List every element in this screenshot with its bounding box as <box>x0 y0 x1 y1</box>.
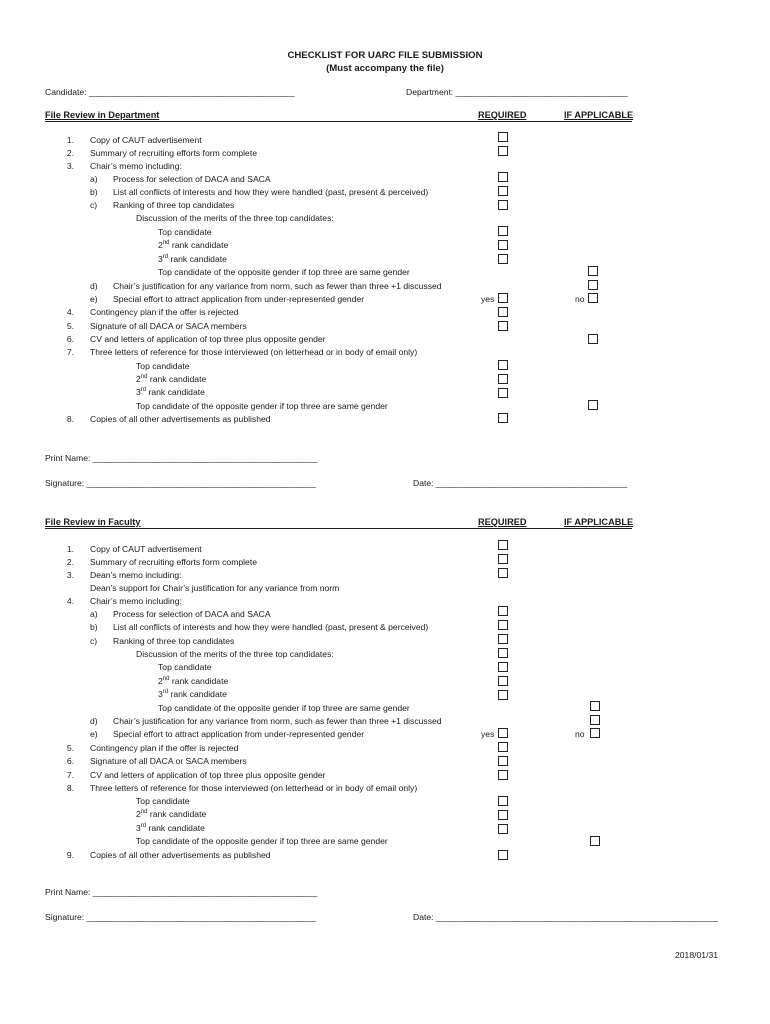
faculty-sub-letter: e) <box>90 729 98 739</box>
faculty-letter-third: 3rd rank candidate <box>136 823 205 833</box>
faculty-print-name-field[interactable]: Print Name: _______________________________________________ <box>45 887 318 897</box>
faculty-item-number: 9. <box>66 850 74 860</box>
dept-item-number: 3. <box>66 161 74 171</box>
dept-yes-label: yes <box>481 294 495 304</box>
faculty-required-checkbox[interactable] <box>498 662 508 672</box>
faculty-heading-rule <box>45 528 632 529</box>
faculty-second-rank: 2nd rank candidate <box>158 676 229 686</box>
dept-date-field[interactable]: Date: ________________________________________ <box>413 478 628 488</box>
dept-third-rank: 3rd rank candidate <box>158 254 227 264</box>
dept-sub-letter: b) <box>90 187 98 197</box>
dept-required-checkbox[interactable] <box>498 321 508 331</box>
dept-if-applicable-checkbox[interactable] <box>588 280 598 290</box>
dept-required-checkbox[interactable] <box>498 374 508 384</box>
dept-item-text: Contingency plan if the offer is rejected <box>90 307 239 317</box>
dept-item-text: Three letters of reference for those interviewed (on letterhead or in body of email only) <box>90 347 418 357</box>
faculty-third-rank: 3rd rank candidate <box>158 689 227 699</box>
faculty-item-number: 7. <box>66 770 74 780</box>
faculty-item-text: Signature of all DACA or SACA members <box>90 756 247 766</box>
dept-required-checkbox[interactable] <box>498 307 508 317</box>
faculty-item-text: Three letters of reference for those interviewed (on letterhead or in body of email only) <box>90 783 418 793</box>
faculty-item-text: Summary of recruiting efforts form complete <box>90 557 257 567</box>
department-field[interactable]: Department: ____________________________________ <box>406 87 628 97</box>
dept-second-rank: 2nd rank candidate <box>158 240 229 250</box>
faculty-required-checkbox[interactable] <box>498 554 508 564</box>
dept-heading-rule <box>45 121 632 122</box>
faculty-sub-letter: b) <box>90 622 98 632</box>
dept-required-checkbox[interactable] <box>498 226 508 236</box>
dept-required-checkbox[interactable] <box>498 413 508 423</box>
faculty-item-text: Chair’s memo including: <box>90 596 182 606</box>
dept-sub-text: Process for selection of DACA and SACA <box>113 174 271 184</box>
footer-date: 2018/01/31 <box>675 950 719 960</box>
faculty-no-label: no <box>575 729 585 739</box>
dept-top-candidate: Top candidate <box>158 227 212 237</box>
faculty-item-text: Copy of CAUT advertisement <box>90 544 202 554</box>
dept-letter-opposite: Top candidate of the opposite gender if top three are same gender <box>136 401 388 411</box>
dept-required-checkbox[interactable] <box>498 146 508 156</box>
dept-print-name-field[interactable]: Print Name: _______________________________________________ <box>45 453 318 463</box>
dept-required-checkbox[interactable] <box>498 360 508 370</box>
faculty-if-applicable-checkbox[interactable] <box>590 701 600 711</box>
faculty-required-checkbox[interactable] <box>498 810 508 820</box>
dept-sub-text: List all conflicts of interests and how they were handled (past, present & perceived) <box>113 187 429 197</box>
dept-sub-text: Special effort to attract application from under-represented gender <box>113 294 365 304</box>
dept-sub-letter: a) <box>90 174 98 184</box>
faculty-letter-opposite: Top candidate of the opposite gender if top three are same gender <box>136 836 388 846</box>
dept-item-number: 1. <box>66 135 74 145</box>
faculty-sub-letter: d) <box>90 716 98 726</box>
dept-if-applicable-checkbox[interactable] <box>588 400 598 410</box>
dept-no-label: no <box>575 294 585 304</box>
dept-yes-checkbox[interactable] <box>498 293 508 303</box>
faculty-sub-text: List all conflicts of interests and how they were handled (past, present & perceived) <box>113 622 429 632</box>
dept-signature-field[interactable]: Signature: ________________________________________________ <box>45 478 316 488</box>
dept-item-text: Copies of all other advertisements as published <box>90 414 271 424</box>
faculty-required-checkbox[interactable] <box>498 770 508 780</box>
dept-required-checkbox[interactable] <box>498 254 508 264</box>
faculty-required-checkbox[interactable] <box>498 540 508 550</box>
dept-sub-text: Ranking of three top candidates <box>113 200 235 210</box>
dept-no-checkbox[interactable] <box>588 293 598 303</box>
candidate-field[interactable]: Candidate: ___________________________________________ <box>45 87 295 97</box>
faculty-item-text: Dean’s memo including: <box>90 570 182 580</box>
dept-item-number: 2. <box>66 148 74 158</box>
faculty-top-candidate: Top candidate <box>158 662 212 672</box>
faculty-sub-letter: c) <box>90 636 98 646</box>
faculty-sub-text: Process for selection of DACA and SACA <box>113 609 271 619</box>
faculty-required-checkbox[interactable] <box>498 796 508 806</box>
faculty-required-checkbox[interactable] <box>498 850 508 860</box>
faculty-letter-second: 2nd rank candidate <box>136 809 207 819</box>
dept-letter-second: 2nd rank candidate <box>136 374 207 384</box>
faculty-yes-label: yes <box>481 729 495 739</box>
faculty-sub-text: Chair’s justification for any variance from norm, such as fewer than three +1 discussed <box>113 716 442 726</box>
dept-section-heading: File Review in Department <box>45 110 160 120</box>
dept-item-number: 8. <box>66 414 74 424</box>
dept-sub-letter: d) <box>90 281 98 291</box>
dept-sub-letter: e) <box>90 294 98 304</box>
faculty-sub-text: Ranking of three top candidates <box>113 636 235 646</box>
faculty-required-checkbox[interactable] <box>498 690 508 700</box>
faculty-item-number: 8. <box>66 783 74 793</box>
dept-required-checkbox[interactable] <box>498 200 508 210</box>
faculty-item-number: 1. <box>66 544 74 554</box>
dept-required-checkbox[interactable] <box>498 172 508 182</box>
dept-item-number: 7. <box>66 347 74 357</box>
faculty-yes-checkbox[interactable] <box>498 728 508 738</box>
dept-sub-text: Chair’s justification for any variance from norm, such as fewer than three +1 discussed <box>113 281 442 291</box>
faculty-if-applicable-header: IF APPLICABLE <box>564 517 634 527</box>
faculty-item-text: Copies of all other advertisements as published <box>90 850 271 860</box>
faculty-item-number: 3. <box>66 570 74 580</box>
dept-sub-letter: c) <box>90 200 98 210</box>
dept-required-checkbox[interactable] <box>498 186 508 196</box>
faculty-discussion-text: Discussion of the merits of the three top candidates: <box>136 649 334 659</box>
faculty-required-checkbox[interactable] <box>498 742 508 752</box>
dept-item-text: Summary of recruiting efforts form complete <box>90 148 257 158</box>
faculty-required-checkbox[interactable] <box>498 824 508 834</box>
dept-item-number: 6. <box>66 334 74 344</box>
faculty-item-text: Contingency plan if the offer is rejected <box>90 743 239 753</box>
dept-discussion-text: Discussion of the merits of the three top candidates: <box>136 213 334 223</box>
faculty-required-checkbox[interactable] <box>498 634 508 644</box>
faculty-sub-letter: a) <box>90 609 98 619</box>
faculty-section-heading: File Review in Faculty <box>45 517 141 527</box>
dept-letter-third: 3rd rank candidate <box>136 387 205 397</box>
faculty-required-header: REQUIRED <box>478 517 527 527</box>
faculty-required-checkbox[interactable] <box>498 568 508 578</box>
faculty-required-checkbox[interactable] <box>498 606 508 616</box>
faculty-signature-field[interactable]: Signature: ________________________________________________ <box>45 912 316 922</box>
faculty-item-text: CV and letters of application of top three plus opposite gender <box>90 770 326 780</box>
faculty-item-number: 6. <box>66 756 74 766</box>
faculty-required-checkbox[interactable] <box>498 648 508 658</box>
dept-item-text: CV and letters of application of top three plus opposite gender <box>90 334 326 344</box>
faculty-if-applicable-checkbox[interactable] <box>590 715 600 725</box>
faculty-opposite-gender: Top candidate of the opposite gender if top three are same gender <box>158 703 410 713</box>
dept-if-applicable-header: IF APPLICABLE <box>564 110 634 120</box>
faculty-required-checkbox[interactable] <box>498 676 508 686</box>
dept-item-text: Copy of CAUT advertisement <box>90 135 202 145</box>
dept-item-text: Signature of all DACA or SACA members <box>90 321 247 331</box>
faculty-no-checkbox[interactable] <box>590 728 600 738</box>
dept-required-checkbox[interactable] <box>498 388 508 398</box>
faculty-item-number: 2. <box>66 557 74 567</box>
faculty-required-checkbox[interactable] <box>498 756 508 766</box>
document-subtitle: (Must accompany the file) <box>326 63 444 74</box>
dept-required-checkbox[interactable] <box>498 132 508 142</box>
dept-item-number: 5. <box>66 321 74 331</box>
faculty-item-number: 5. <box>66 743 74 753</box>
dept-item-number: 4. <box>66 307 74 317</box>
faculty-required-checkbox[interactable] <box>498 620 508 630</box>
dept-opposite-gender: Top candidate of the opposite gender if top three are same gender <box>158 267 410 277</box>
faculty-letter-top: Top candidate <box>136 796 190 806</box>
faculty-sub-text: Special effort to attract application from under-represented gender <box>113 729 365 739</box>
document-title: CHECKLIST FOR UARC FILE SUBMISSION <box>287 50 483 61</box>
dept-required-header: REQUIRED <box>478 110 527 120</box>
dept-letter-top: Top candidate <box>136 361 190 371</box>
dept-required-checkbox[interactable] <box>498 240 508 250</box>
faculty-item-text: Dean’s support for Chair’s justification for any variance from norm <box>90 583 340 593</box>
faculty-date-field[interactable]: Date: ___________________________________________________________ <box>413 912 718 922</box>
faculty-if-applicable-checkbox[interactable] <box>590 836 600 846</box>
dept-item-text: Chair’s memo including: <box>90 161 182 171</box>
dept-if-applicable-checkbox[interactable] <box>588 334 598 344</box>
dept-if-applicable-checkbox[interactable] <box>588 266 598 276</box>
faculty-item-number: 4. <box>66 596 74 606</box>
